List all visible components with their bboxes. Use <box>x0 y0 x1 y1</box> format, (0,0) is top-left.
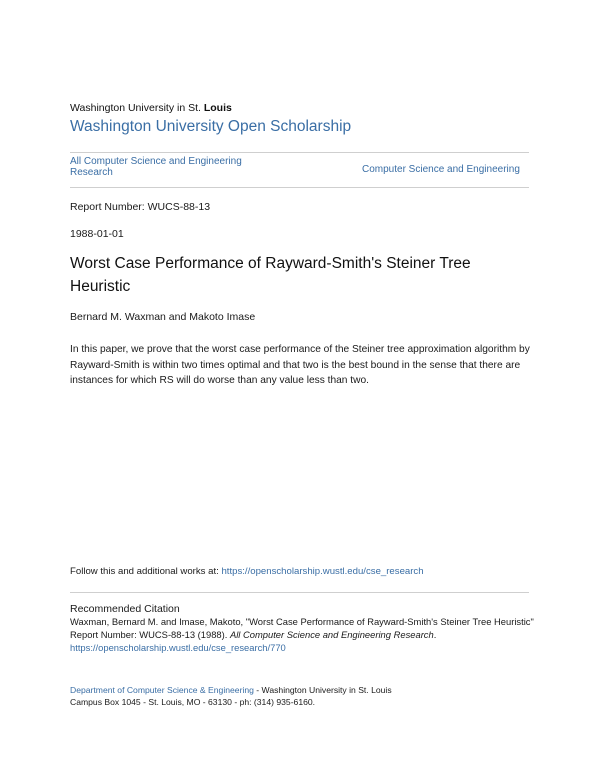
follow-line <box>70 566 424 577</box>
institution-prefix: Washington University in St. <box>70 102 204 114</box>
paper-authors: Bernard M. Waxman and Makoto Imase <box>70 311 256 323</box>
follow-label: Follow this and additional works at: <box>70 566 222 577</box>
divider-citation <box>70 592 529 593</box>
paper-title: Worst Case Performance of Rayward-Smith's Steiner Tree Heuristic <box>70 255 471 295</box>
department-link[interactable]: Department of Computer Science & Engineering <box>70 685 254 695</box>
divider-top <box>70 152 529 153</box>
citation-period: . <box>433 628 437 640</box>
repository-link[interactable]: Washington University Open Scholarship <box>70 118 352 135</box>
footer <box>70 684 490 708</box>
institution-name <box>70 102 232 114</box>
collection-link-all-cse-research[interactable]: All Computer Science and Engineering Research <box>70 156 242 178</box>
divider-collections <box>70 187 529 188</box>
report-number: Report Number: WUCS-88-13 <box>70 201 211 213</box>
citation-url-link[interactable]: https://openscholarship.wustl.edu/cse_research/770 <box>70 641 286 653</box>
citation-heading: Recommended Citation <box>70 603 180 615</box>
paper-abstract: In this paper, we prove that the worst case performance of the Steiner tree approximation algorithm by Rayward-Smith is within two times optimal and that two is the best bound in the sense that there are instances for which RS will do worse than any value less than two. <box>70 344 530 386</box>
publication-date: 1988-01-01 <box>70 228 124 240</box>
footer-address: Campus Box 1045 - St. Louis, MO - 63130 - ph: (314) 935-6160. <box>70 697 316 707</box>
citation-main: Waxman, Bernard M. and Imase, Makoto, "Worst Case Performance of Rayward-Smith's Steiner Tree Heuristic" Report Number: WUCS-88-13 (1988). <box>70 616 534 640</box>
collection-link-cse[interactable]: Computer Science and Engineering <box>362 164 520 175</box>
footer-institution: - Washington University in St. Louis <box>253 685 392 695</box>
citation-series: All Computer Science and Engineering Research <box>229 628 434 640</box>
citation-text <box>70 616 540 654</box>
institution-bold: Louis <box>203 102 232 114</box>
follow-url-link[interactable]: https://openscholarship.wustl.edu/cse_research <box>221 566 424 577</box>
